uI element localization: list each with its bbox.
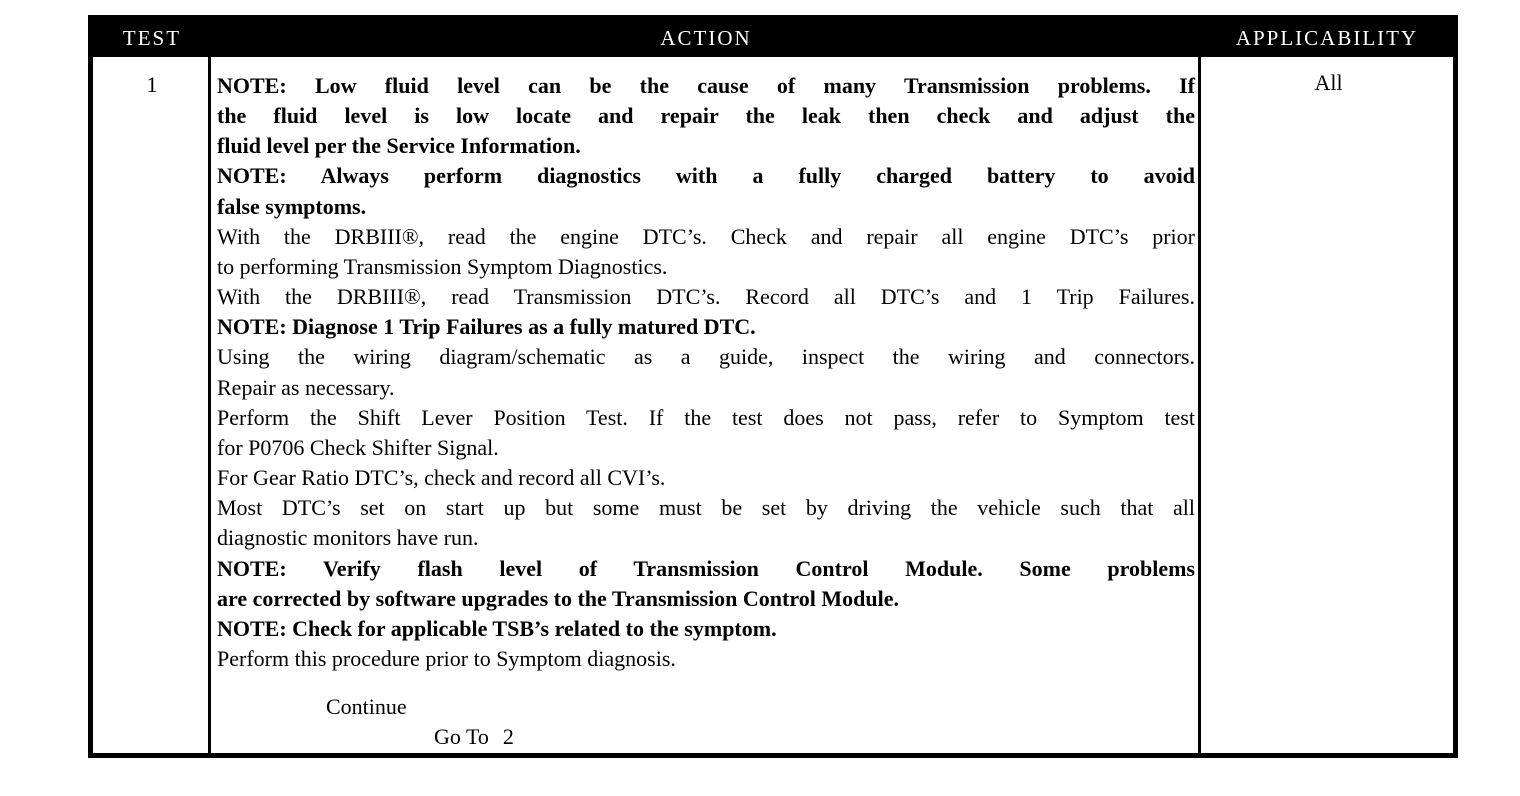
header-action: ACTION <box>660 26 752 50</box>
goto-row <box>217 722 1195 752</box>
header-applicability: APPLICABILITY <box>1235 26 1419 50</box>
column-divider-2 <box>1198 57 1201 753</box>
action-cell <box>217 71 1195 752</box>
instruction-line: for P0706 Check Shifter Signal. <box>217 434 499 460</box>
table-header <box>93 20 1453 57</box>
instruction-line: With the DRBIII®, read Transmission DTC’s. Record all DTC’s and 1 Trip Failures. <box>217 284 1195 310</box>
instruction-line: Using the wiring diagram/schematic as a guide, inspect the wiring and connectors. <box>217 344 1195 370</box>
instruction-line: Perform the Shift Lever Position Test. If the test does not pass, refer to Symptom test <box>217 404 1195 430</box>
note-line: are corrected by software upgrades to the Transmission Control Module. <box>217 585 899 611</box>
instruction-line: For Gear Ratio DTC’s, check and record all CVI’s. <box>217 465 666 491</box>
instruction-line: Repair as necessary. <box>217 374 395 400</box>
note-line: false symptoms. <box>217 193 367 219</box>
column-divider-1 <box>208 57 211 753</box>
spacer <box>217 674 1195 692</box>
test-number: 1 <box>146 72 158 97</box>
note-line: fluid level per the Service Information. <box>217 133 581 159</box>
diagnostic-table <box>88 15 1458 758</box>
note-line: NOTE: Verify flash level of Transmission Control Module. Some problems <box>217 555 1195 581</box>
note-line: NOTE: Check for applicable TSB’s related to the symptom. <box>217 615 777 641</box>
applicability-value: All <box>1314 70 1343 95</box>
instruction-line: to performing Transmission Symptom Diagnostics. <box>217 253 668 279</box>
note-line: NOTE: Always perform diagnostics with a fully charged battery to avoid <box>217 163 1195 189</box>
note-line: NOTE: Low fluid level can be the cause of many Transmission problems. If <box>217 73 1195 98</box>
instruction-line: Perform this procedure prior to Symptom diagnosis. <box>217 645 676 671</box>
note-line: NOTE: Diagnose 1 Trip Failures as a fully matured DTC. <box>217 314 756 340</box>
instruction-line: diagnostic monitors have run. <box>217 525 479 551</box>
continue-label: Continue <box>326 694 407 720</box>
instruction-line: With the DRBIII®, read the engine DTC’s. Check and repair all engine DTC’s prior <box>217 223 1195 249</box>
goto-label: Go To <box>434 724 489 750</box>
goto-number: 2 <box>502 724 514 750</box>
note-line: the fluid level is low locate and repair the leak then check and adjust the <box>217 103 1195 129</box>
header-test: TEST <box>122 26 182 50</box>
instruction-line: Most DTC’s set on start up but some must be set by driving the vehicle such that all <box>217 495 1195 521</box>
